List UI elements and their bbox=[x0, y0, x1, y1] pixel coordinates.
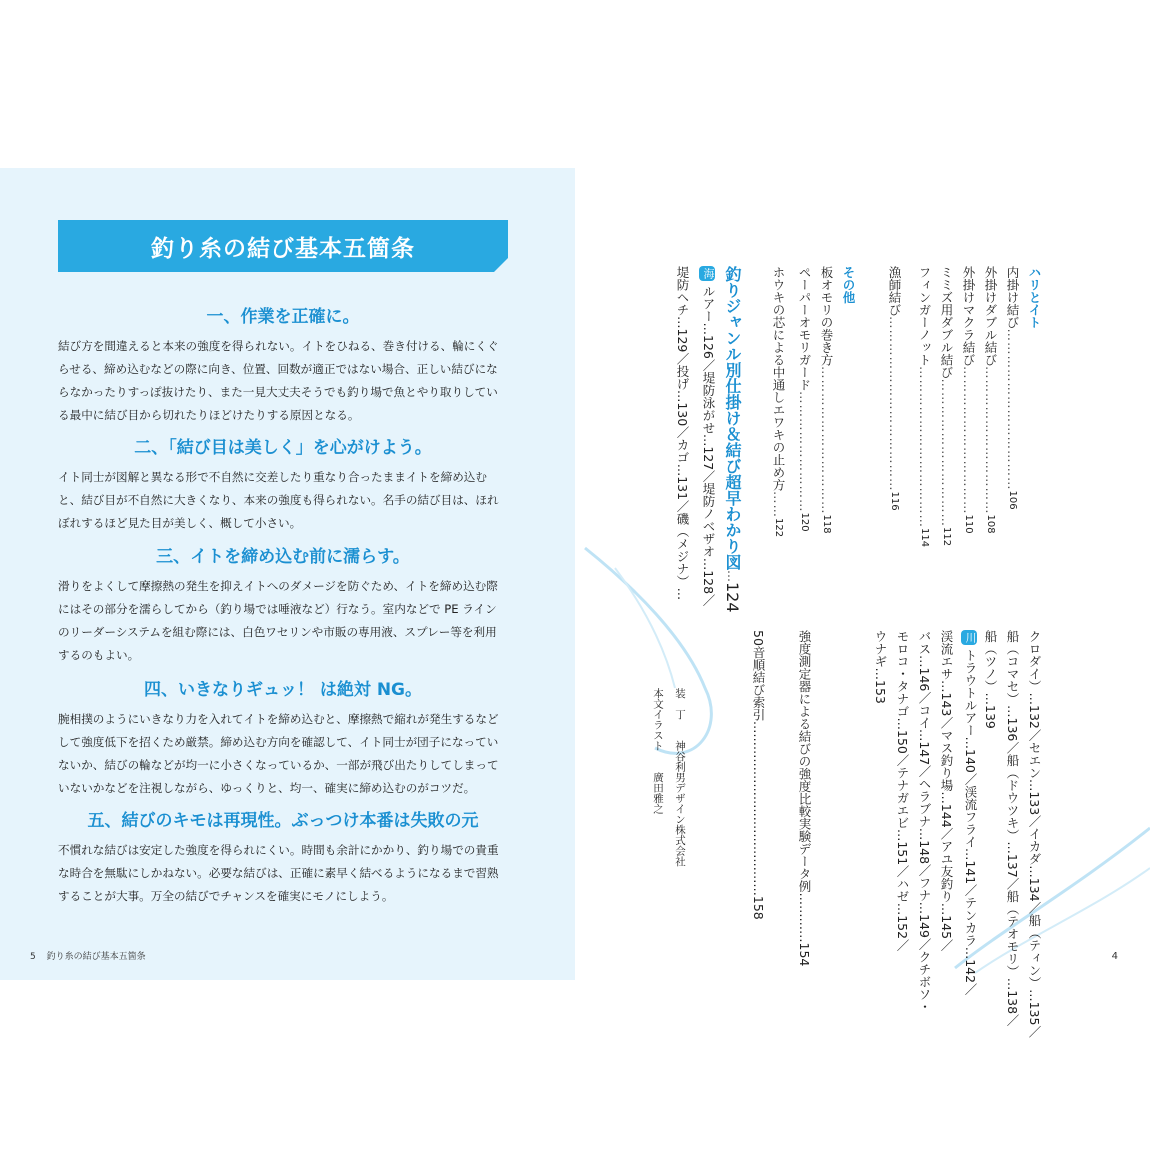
page-title: 釣り糸の結び基本五箇条 bbox=[151, 235, 415, 262]
rule-body: 滑りをよくして摩擦熱の発生を抑えイトへのダメージを防ぐため、イトを締め込む際にはその部分を濡らしてから（釣り場では唾液など）行なう。室内などで PE ラインのリーダーシステムを組む際には、白色ワセリンや市販の専用液、スプレー等を利用するのもよい。 bbox=[58, 579, 498, 662]
toc-item[interactable] bbox=[1005, 266, 1019, 510]
river-row: バス…146／コイ…147／ヘラブナ…148／フナ…149／クチボソ・ bbox=[917, 630, 932, 1013]
genre-heading[interactable] bbox=[721, 266, 744, 613]
banner-corner-notch bbox=[494, 258, 508, 272]
credit-line bbox=[651, 688, 665, 814]
rule-3 bbox=[58, 542, 508, 667]
toc-item-page: 118 bbox=[821, 514, 832, 534]
rule-heading: 二、「結び目は美しく」を心がけよう。 bbox=[134, 438, 432, 458]
boat-row: クロダイ）…132／セエン…133／イカダ…134／船（ティン）…135／ bbox=[1027, 630, 1042, 1038]
genre-heading-label: 釣りジャンル別仕掛け＆結び超早わかり図 bbox=[723, 266, 742, 570]
toc-item-page: 116 bbox=[889, 491, 900, 511]
rule-heading: 一、作業を正確に。 bbox=[206, 307, 360, 327]
toc-item-page: 154 bbox=[797, 942, 812, 967]
river-row: モロコ・タナゴ…150／テナガエビ…151／ハゼ…152／ bbox=[895, 630, 910, 952]
leader-dots: …… bbox=[771, 491, 786, 518]
leader-dots: ………… bbox=[797, 892, 812, 943]
toc-item-page: 122 bbox=[773, 518, 784, 538]
rule-body: イト同士が図解と異なる形で不自然に交差したり重なり合ったままイトを締め込むと、結び目が不自然に大きくなり、本来の強度も得られない。名手の結び目は、ほれぼれするほど見た目が美しく、概して小さい。 bbox=[58, 470, 499, 530]
toc-item[interactable] bbox=[961, 266, 975, 534]
toc-item-label: ミミズ用ダブル結び bbox=[939, 266, 954, 379]
toc-item[interactable] bbox=[819, 266, 833, 534]
credit-line bbox=[673, 688, 687, 867]
toc-item[interactable] bbox=[797, 266, 811, 532]
river-row bbox=[961, 630, 977, 996]
leader-dots: ……………………………… bbox=[1005, 328, 1020, 491]
river-row: 渓流エサ…143／マス釣り場…144／アユ友釣り…145／ bbox=[939, 630, 954, 952]
book-spread bbox=[0, 168, 1150, 1038]
toc-item-page: 106 bbox=[1007, 490, 1018, 510]
rule-body: 結び方を間違えると本来の強度を得られない。イトをひねる、巻き付ける、輪にくぐらせる、締め込むなどの際に向き、位置、回数が適正ではない場合、正しい結びにならなかったりすっぽ抜けたり、また一見大丈夫そうでも釣り場で魚とやり取りしている最中に結び目から切れたりほどけたりする原因となる。 bbox=[58, 339, 499, 422]
toc-item[interactable] bbox=[983, 266, 997, 534]
fishing-hook-illustration bbox=[575, 168, 1150, 980]
sea-badge: 海 bbox=[699, 266, 715, 281]
leader-dots: … bbox=[725, 570, 739, 582]
title-banner bbox=[58, 220, 508, 272]
rule-body: 腕相撲のようにいきなり力を入れてイトを締め込むと、摩擦熱で縮れが発生するなどして強度低下を招くため厳禁。締め込む方向を確認して、イト同士が団子になっていないか、結びの輪などが均一に小さくなっているか、一部が飛び出たりしてしまっていないかなどを注視しながら、ゆっくりと、均一、確実に締め込むのがコツだ。 bbox=[58, 712, 499, 795]
page-number: 5 bbox=[30, 952, 36, 962]
sea-row-text: ルアー…126／堤防泳がせ…127／堤防ノベザオ…128／ bbox=[701, 285, 716, 607]
toc-item-page: 120 bbox=[799, 512, 810, 532]
rule-5 bbox=[58, 806, 508, 908]
river-row: ウナギ…153 bbox=[873, 630, 888, 704]
river-badge: 川 bbox=[961, 630, 977, 645]
toc-item-label: フィンガーノット bbox=[917, 266, 932, 366]
credit-value: 神谷利男デザイン株式会社 bbox=[674, 740, 686, 867]
toc-item[interactable] bbox=[797, 630, 811, 966]
toc-item-label: 50音順結び索引 bbox=[751, 630, 766, 721]
sea-row bbox=[699, 266, 715, 607]
credit-label: 本文イラスト bbox=[652, 688, 664, 751]
leader-dots: …………………………… bbox=[819, 366, 834, 515]
credit-value: 廣田雅之 bbox=[652, 772, 664, 814]
credit-label: 装 丁 bbox=[674, 688, 686, 720]
leader-dots: ……………………… bbox=[797, 391, 812, 513]
toc-item-page: 108 bbox=[985, 514, 996, 534]
toc-item-page: 110 bbox=[963, 514, 974, 534]
toc-section-heading: ハリとイト bbox=[1027, 266, 1042, 329]
leader-dots: ………………………………… bbox=[887, 316, 902, 492]
sea-row: 堤防ヘチ…129／投げ…130／カゴ…131／磯（メジナ）… bbox=[675, 266, 690, 601]
toc-item-label: 外掛けダブル結び bbox=[983, 266, 998, 366]
page-number: 4 bbox=[1111, 951, 1118, 962]
rule-heading: 三、イトを締め込む前に濡らす。 bbox=[156, 547, 410, 567]
boat-row: 船（ツノ）…139 bbox=[983, 630, 998, 729]
toc-item-label: 外掛けマクラ結び bbox=[961, 266, 976, 366]
toc-item-label: ペーパーオモリガード bbox=[797, 266, 812, 391]
toc-item[interactable] bbox=[771, 266, 785, 537]
toc-item-page: 114 bbox=[919, 528, 930, 548]
toc-item-label: 漁師結び bbox=[887, 266, 902, 316]
river-row-text: トラウトルアー…140／渓流フライ…141／テンカラ…142／ bbox=[963, 649, 978, 996]
rule-heading: 五、結びのキモは再現性。ぶっつけ本番は失敗の元 bbox=[87, 811, 479, 831]
leader-dots: ……………………………… bbox=[917, 366, 932, 528]
leader-dots: …………………………… bbox=[961, 366, 976, 515]
left-page bbox=[0, 168, 575, 980]
running-title: 釣り糸の結び基本五箇条 bbox=[46, 952, 146, 962]
right-page bbox=[575, 168, 1150, 1038]
toc-item[interactable] bbox=[887, 266, 901, 511]
toc-item[interactable] bbox=[917, 266, 931, 547]
toc-item-label: 板オモリの巻き方 bbox=[819, 266, 834, 366]
toc-section-heading: その他 bbox=[841, 266, 856, 304]
rule-2 bbox=[58, 433, 508, 535]
toc-item[interactable] bbox=[751, 630, 765, 920]
rule-body: 不慣れな結びは安定した強度を得られにくい。時間も余計にかかり、釣り場での貴重な時合を無駄にしかねない。必要な結びは、正確に素早く結べるようになるまで習熟することが大事。万全の結びでチャンスを確実にモノにしよう。 bbox=[58, 843, 499, 903]
rule-1 bbox=[58, 302, 508, 427]
leader-dots: …………………………… bbox=[939, 378, 954, 527]
toc-item[interactable] bbox=[939, 266, 953, 546]
toc-item-page: 158 bbox=[751, 895, 766, 920]
genre-page: 124 bbox=[723, 582, 742, 613]
toc-item-label: 内掛け結び bbox=[1005, 266, 1020, 329]
rule-heading: 四、いきなりギュッ！ は絶対 NG。 bbox=[143, 680, 423, 700]
toc-item-label: ホウキの芯による中通しエワキの止め方 bbox=[771, 266, 786, 491]
left-page-footer bbox=[30, 949, 146, 962]
boat-row: 船（コマセ）…136／船（ドウツキ）…137／船（テオモリ）…138／ bbox=[1005, 630, 1020, 1027]
leader-dots: …………………………… bbox=[983, 366, 998, 515]
rule-4 bbox=[58, 675, 508, 800]
leader-dots: …………………………………… bbox=[751, 720, 766, 896]
toc-item-label: 強度測定器による結びの強度比較実験データ例 bbox=[797, 630, 812, 893]
toc-item-page: 112 bbox=[941, 527, 952, 547]
